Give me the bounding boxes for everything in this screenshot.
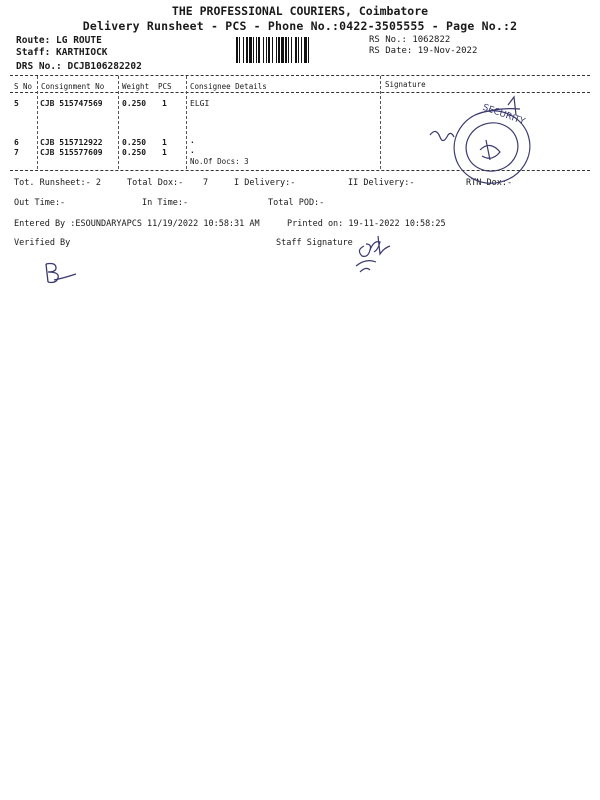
row-pcs: 1 (162, 138, 167, 147)
staff-label: Staff: KARTHIOCK (16, 47, 108, 58)
col-header-consignment: Consignment No (41, 82, 105, 91)
barcode-bar (291, 37, 292, 63)
verifier-signature-mark (40, 260, 80, 286)
col-header-consignee: Consignee Details (190, 82, 267, 91)
company-title: THE PROFESSIONAL COURIERS, Coimbatore (171, 4, 429, 18)
table-top-rule (10, 75, 590, 76)
stamp-text: SECURITY (481, 102, 527, 128)
barcode-bar (258, 37, 260, 63)
column-divider (380, 76, 381, 169)
rs-date: RS Date: 19-Nov-2022 (369, 46, 478, 56)
row-consignee: ELGI (190, 99, 210, 108)
row-weight: 0.250 (122, 99, 147, 108)
barcode-bar (298, 37, 299, 63)
barcode-bar (288, 37, 289, 63)
table-header-rule (10, 92, 590, 93)
security-stamp (420, 95, 560, 190)
barcode-bar (281, 37, 284, 63)
row-weight: 0.250 (122, 138, 147, 147)
barcode-bar (249, 37, 252, 63)
ii-delivery: II Delivery:- (348, 178, 415, 188)
printed-on: Printed on: 19-11-2022 10:58:25 (287, 219, 446, 229)
row-consignee: . (190, 136, 195, 145)
i-delivery: I Delivery:- (234, 178, 296, 188)
barcode-bar (246, 37, 248, 63)
total-dox-value: 7 (203, 178, 209, 188)
row-pcs: 1 (162, 99, 167, 108)
staff-signature-label: Staff Signature (276, 238, 353, 248)
column-divider (186, 76, 187, 169)
drs-number: DRS No.: DCJB106282202 (16, 61, 142, 72)
row-sno: 5 (14, 99, 19, 108)
row-sno: 6 (14, 138, 19, 147)
column-divider (37, 76, 38, 169)
row-sno: 7 (14, 148, 19, 157)
docs-count: No.Of Docs: 3 (190, 157, 249, 166)
staff-signature-mark (352, 232, 392, 276)
col-header-pcs: PCS (158, 82, 172, 91)
in-time: In Time:- (142, 198, 189, 208)
runsheet-subtitle: Delivery Runsheet - PCS - Phone No.:0422-3505555 - Page No.:2 (82, 19, 518, 33)
barcode-bar (308, 37, 309, 63)
column-divider (118, 76, 119, 169)
barcode-bar (243, 37, 244, 63)
total-pod: Total POD:- (268, 198, 325, 208)
total-runsheet: Tot. Runsheet:- 2 (14, 178, 101, 188)
rs-number: RS No.: 1062822 (369, 35, 451, 45)
barcode-bar (266, 37, 267, 63)
barcode-bar (278, 37, 280, 63)
entered-by: Entered By :ESOUNDARYAPCS 11/19/2022 10:58:31 AM (14, 219, 260, 229)
row-pcs: 1 (162, 148, 167, 157)
barcode-bar (256, 37, 257, 63)
route-label: Route: LG ROUTE (16, 35, 102, 46)
barcode-bar (272, 37, 273, 63)
barcode-bar (263, 37, 264, 63)
barcode-bar (285, 37, 287, 63)
barcode (236, 37, 362, 63)
row-consignment: CJB 515712922 (40, 138, 103, 147)
row-consignment: CJB 515577609 (40, 148, 103, 157)
barcode-bar (236, 37, 238, 63)
barcode-bar (253, 37, 254, 63)
barcode-bar (268, 37, 270, 63)
rtn-dox: RTN Dox:- (466, 178, 513, 188)
barcode-bar (295, 37, 297, 63)
col-header-weight: Weight (122, 82, 150, 91)
col-header-sno: S No (14, 82, 33, 91)
row-weight: 0.250 (122, 148, 147, 157)
row-consignee: . (190, 146, 195, 155)
verified-by-label: Verified By (14, 238, 71, 248)
barcode-bar (301, 37, 302, 63)
out-time: Out Time:- (14, 198, 66, 208)
col-header-signature: Signature (385, 80, 426, 89)
barcode-bar (239, 37, 240, 63)
row-consignment: CJB 515747569 (40, 99, 103, 108)
total-dox-label: Total Dox:- (127, 178, 184, 188)
barcode-bar (276, 37, 277, 63)
barcode-bar (304, 37, 307, 63)
